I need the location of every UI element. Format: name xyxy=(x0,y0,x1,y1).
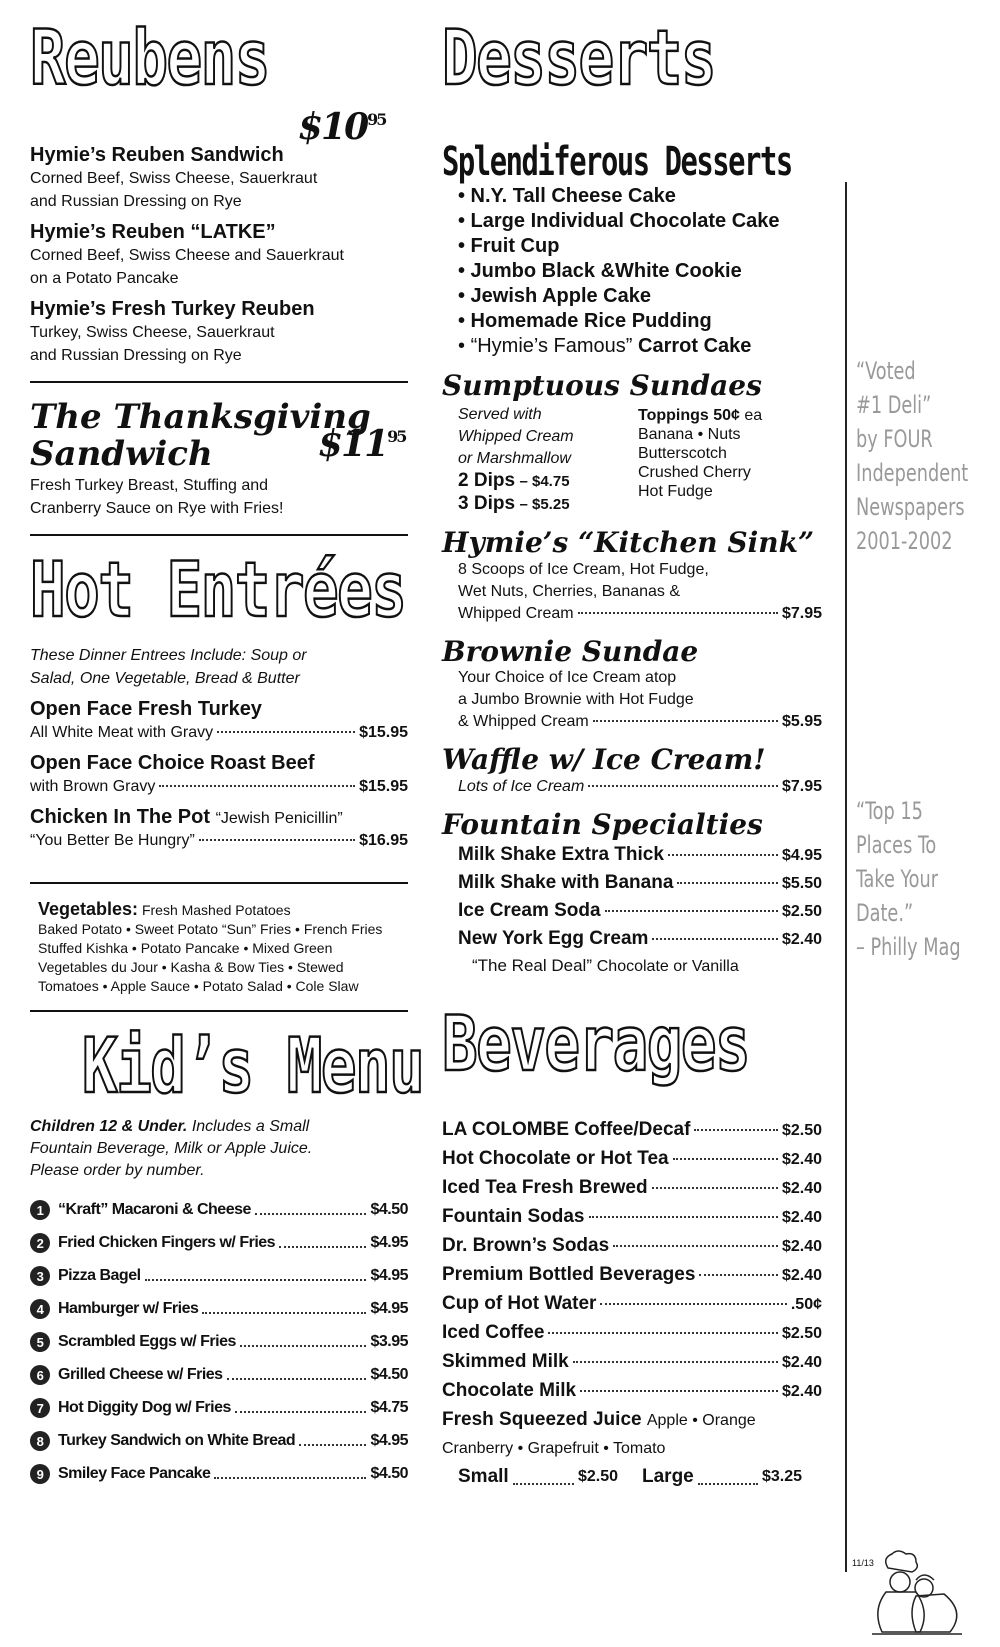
topping-item: Banana • Nuts xyxy=(638,425,741,443)
item-name: Iced Coffee xyxy=(442,1321,545,1343)
kids-menu-item xyxy=(30,1458,408,1491)
brownie-sundae-item: Your Choice of Ice Cream atop a Jumbo Brownie with Hot Fudge & Whipped Cream $5.95 xyxy=(458,669,822,731)
leader-dots xyxy=(613,1245,778,1247)
kids-menu-item xyxy=(30,1425,408,1458)
item-name: Dr. Brown’s Sodas xyxy=(442,1234,610,1256)
leader-dots xyxy=(652,1187,778,1189)
item-price: $2.40 xyxy=(781,1179,822,1197)
leader-dots xyxy=(677,882,778,884)
dessert-item: • Jewish Apple Cake xyxy=(458,285,651,307)
fountain-heading: Fountain Specialties xyxy=(442,808,763,842)
leader-dots xyxy=(145,1279,367,1281)
item-price: .50¢ xyxy=(790,1295,822,1313)
voted-best-deli-quote xyxy=(856,354,972,558)
item-number-badge: 9 xyxy=(30,1464,50,1484)
item-price: $2.40 xyxy=(781,1353,822,1371)
item-name: Turkey Sandwich on White Bread xyxy=(58,1432,296,1450)
beverage-item xyxy=(442,1174,822,1203)
kitchen-sink-heading: Hymie’s “Kitchen Sink” xyxy=(442,525,815,559)
item-name: Hamburger w/ Fries xyxy=(58,1300,199,1318)
vegetables-section: Vegetables: Fresh Mashed Potatoes Baked Potato • Sweet Potato “Sun” Fries • French Fries Stuffed Kishka • Potato Pancake • Mixed Green Vegetables du Jour • Kasha & Bow Ties • Stewed Tomatoes • Apple Sauce • Potato Salad • Cole Slaw xyxy=(38,898,383,994)
waffle-item: Lots of Ice Cream $7.95 xyxy=(458,778,822,796)
thanksgiving-section: The Thanksgiving Sandwich $\$11^{95}$ Fresh Turkey Breast, Stuffing and Cranberry Sauce on Rye with Fries! xyxy=(30,399,408,520)
splendiferous-heading: Splendiferous Desserts xyxy=(442,139,792,185)
item-name: Skimmed Milk xyxy=(442,1350,569,1372)
kids-menu-item xyxy=(30,1326,408,1359)
item-price: $2.40 xyxy=(781,1237,822,1255)
item-price: $4.95 xyxy=(370,1432,408,1450)
quote-line: Independent xyxy=(856,459,969,487)
beverage-item xyxy=(442,1319,822,1348)
item-price: $2.50 xyxy=(781,1324,822,1342)
item-name: Pizza Bagel xyxy=(58,1267,141,1285)
hot-entrees-heading: Hot Entrées xyxy=(30,544,406,634)
leader-dots xyxy=(548,1332,778,1334)
leader-dots xyxy=(573,1361,778,1363)
leader-dots xyxy=(279,1246,366,1248)
thanksgiving-price: $\$11^{95}$ xyxy=(318,423,406,465)
beverage-item xyxy=(442,1348,822,1377)
leader-dots xyxy=(299,1444,366,1446)
beverage-item xyxy=(442,1377,822,1406)
divider xyxy=(30,882,408,884)
item-number-badge: 3 xyxy=(30,1266,50,1286)
dessert-item: • N.Y. Tall Cheese Cake xyxy=(458,185,676,207)
beverage-item xyxy=(442,1116,822,1145)
leader-dots xyxy=(605,910,778,912)
item-price: $2.40 xyxy=(781,1382,822,1400)
kids-menu-item xyxy=(30,1293,408,1326)
item-price: $4.50 xyxy=(370,1465,408,1483)
leader-dots xyxy=(668,854,778,856)
topping-item: Butterscotch xyxy=(638,444,727,462)
beverages-list xyxy=(442,1116,822,1406)
quote-line: 2001-2002 xyxy=(856,527,953,555)
item-name: Grilled Cheese w/ Fries xyxy=(58,1366,223,1384)
beverage-item xyxy=(442,1261,822,1290)
item-number-badge: 4 xyxy=(30,1299,50,1319)
divider xyxy=(30,534,408,536)
leader-dots xyxy=(214,1477,366,1479)
item-price: $4.50 xyxy=(370,1366,408,1384)
quote-line: #1 Deli” xyxy=(856,391,932,419)
item-name: Fried Chicken Fingers w/ Fries xyxy=(58,1234,276,1252)
right-column xyxy=(848,180,998,964)
item-price: $4.95 xyxy=(370,1300,408,1318)
leader-dots xyxy=(255,1213,367,1215)
leader-dots xyxy=(240,1345,367,1347)
philly-mag-quote xyxy=(856,794,972,964)
beverage-item xyxy=(442,1232,822,1261)
item-name: Hot Diggity Dog w/ Fries xyxy=(58,1399,231,1417)
splendiferous-list xyxy=(442,184,822,334)
leader-dots xyxy=(227,1378,367,1380)
item-name: Milk Shake Extra Thick xyxy=(458,843,664,865)
leader-dots xyxy=(235,1411,367,1413)
leader-dots xyxy=(694,1129,778,1131)
item-name: Scrambled Eggs w/ Fries xyxy=(58,1333,236,1351)
reuben-item: Hymie’s Fresh Turkey Reuben Turkey, Swiss Cheese, Sauerkraut and Russian Dressing on Rye xyxy=(30,298,315,364)
reubens-section xyxy=(30,106,408,367)
sundaes-heading: Sumptuous Sundaes xyxy=(442,369,762,402)
left-column: Reubens $\$10^{95}$ Hymie’s Reuben Sandwich Corned Beef, Swiss Cheese, Sauerkraut and Russian Dressing on Rye Hymie’s Reuben “LATKE” Corned Beef, Swiss Cheese and Sauerkraut on a Potato Pancake Hymie’s Fresh Turkey Reuben Turkey, Swiss Cheese, Sauerkraut and Russian Dressing on Rye The Thanksgiving Sandwich $\$11^{95}$ Fresh Turkey Breast, Stuffing and Cranberry Sauce on Rye with Fries! Hot Entrées These Dinner Entrees Include: Soup or Salad, One Vegetable, Bread & Butter Open Face Fresh Turkey All White Meat with Gravy $15.95 Open Face Choice Roast Beef with Brown Gravy $15.95 Chicken In The Pot “Jewish Penicillin” “You Better Be Hungry” $16.95 Vegetables: Fresh Mashed Potatoes Baked Potato • Sweet Potato “Sun” Fries • French Fries Stuffed Kishka • Potato Pancake • Mixed Green Vegetables du Jour • Kasha & Bow Ties • Stewed Tomatoes • Apple Sauce • Potato Salad • Cole Slaw Kid’s Menu Children 12 & Under. Includes a Small Fountain Beverage, Milk or Apple Juice. Please order by number. 1 “Kraft” Macaroni & Cheese $4.50 2 Fried Chicken Fingers w/ Fries $4.95 3 Pizza Bagel $4.95 4 Hamburger w/ Fries $4.95 5 Scrambled Eggs w/ Fries $3.95 6 Grilled Cheese w/ Fries $4.50 7 Hot Diggity Dog w/ Fries $4.75 8 Turkey Sandwich on White Bread $4.95 9 Smiley Face Pancake $4.50 xyxy=(30,20,408,1491)
quote-line: Places To xyxy=(856,831,937,859)
item-price: $2.50 xyxy=(781,902,822,920)
item-number-badge: 2 xyxy=(30,1233,50,1253)
item-number-badge: 6 xyxy=(30,1365,50,1385)
item-number-badge: 8 xyxy=(30,1431,50,1451)
item-name: Smiley Face Pancake xyxy=(58,1465,211,1483)
kids-menu-item xyxy=(30,1227,408,1260)
dessert-item: • Large Individual Chocolate Cake xyxy=(458,210,780,232)
item-name: Chocolate Milk xyxy=(442,1379,577,1401)
quote-line: “Voted xyxy=(856,357,916,385)
desserts-heading: Desserts xyxy=(442,13,716,102)
item-name: New York Egg Cream xyxy=(458,927,649,949)
fountain-list xyxy=(442,841,822,953)
dessert-item: • Fruit Cup xyxy=(458,235,560,257)
item-price: $4.50 xyxy=(370,1201,408,1219)
item-price: $4.95 xyxy=(370,1234,408,1252)
entree-item: Open Face Choice Roast Beef with Brown Gravy $15.95 xyxy=(30,751,408,795)
thanksgiving-title: The Thanksgiving xyxy=(30,397,371,437)
kids-menu-heading: Kid’s Menu xyxy=(82,1020,424,1110)
kids-intro: Children 12 & Under. Includes a Small Fountain Beverage, Milk or Apple Juice. Please order by number. xyxy=(30,1117,313,1179)
middle-column: Desserts Splendiferous Desserts • N.Y. Tall Cheese Cake • Large Individual Chocolate Cake • Fruit Cup • Jumbo Black &White Cookie • Jewish Apple Cake • Homemade Rice Pudding • “Hymie’s Famous” Carrot Cake Sumptuous Sundaes Served with Whipped Cream or Marshmallow 2 Dips – $4.75 3 Dips – $5.25 Toppings 50¢ ea Banana • Nuts Butterscotch Crushed Cherry Hot Fudge Hymie’s “Kitchen Sink” 8 Scoops of Ice Cream, Hot Fudge, Wet Nuts, Cherries, Bananas & Whipped Cream $7.95 Brownie Sundae Your Choice of Ice Cream atop a Jumbo Brownie with Hot Fudge & Whipped Cream $5.95 Waffle w/ Ice Cream! Lots of Ice Cream $7.95 Fountain Specialties Milk Shake Extra Thick $4.95 Milk Shake with Banana $5.50 Ice Cream Soda $2.50 New York Egg Cream $2.40 “The Real Deal” Chocolate or Vanilla Beverages LA COLOMBE Coffee/Decaf $2.50 Hot Chocolate or Hot Tea $2.40 Iced Tea Fresh Brewed $2.40 Fountain Sodas $2.40 Dr. Brown’s Sodas $2.40 Premium Bottled Beverages $2.40 Cup of Hot Water .50¢ Iced Coffee $2.50 Skimmed Milk $2.40 Chocolate Milk $2.40 Fresh Squeezed Juice Apple • Orange Cranberry • Grapefruit • Tomato Small $2.50 Large $3.25 xyxy=(442,20,822,1491)
quote-line: “Top 15 xyxy=(856,797,923,825)
kids-menu-item xyxy=(30,1194,408,1227)
beverages-heading: Beverages xyxy=(442,998,750,1088)
reuben-item: Hymie’s Reuben “LATKE” Corned Beef, Swiss Cheese and Sauerkraut on a Potato Pancake xyxy=(30,221,344,287)
leader-dots xyxy=(699,1274,778,1276)
item-price: $4.95 xyxy=(370,1267,408,1285)
item-name: Hot Chocolate or Hot Tea xyxy=(442,1147,669,1169)
item-number-badge: 1 xyxy=(30,1200,50,1220)
sundaes-section: Served with Whipped Cream or Marshmallow 2 Dips – $4.75 3 Dips – $5.25 Toppings 50¢ ea Banana • Nuts Butterscotch Crushed Cherry Hot Fudge xyxy=(458,405,763,514)
brownie-sundae-heading: Brownie Sundae xyxy=(442,634,699,668)
beverage-item xyxy=(442,1145,822,1174)
item-name: Premium Bottled Beverages xyxy=(442,1263,696,1285)
juice-item: Fresh Squeezed Juice Apple • Orange xyxy=(442,1408,756,1430)
beverage-item xyxy=(442,1203,822,1232)
item-price: $2.40 xyxy=(781,1266,822,1284)
leader-dots xyxy=(202,1312,366,1314)
item-number-badge: 5 xyxy=(30,1332,50,1352)
egg-cream-note: “The Real Deal” Chocolate or Vanilla xyxy=(472,955,739,975)
kids-menu-item xyxy=(30,1359,408,1392)
reuben-item: Hymie’s Reuben Sandwich Corned Beef, Swiss Cheese, Sauerkraut and Russian Dressing on Rye xyxy=(30,144,318,210)
fountain-item xyxy=(458,869,822,897)
vertical-divider xyxy=(845,182,847,1572)
item-name: Iced Tea Fresh Brewed xyxy=(442,1176,648,1198)
quote-line: Newspapers xyxy=(856,493,965,521)
fountain-item xyxy=(458,925,822,953)
reubens-price: $\$10^{95}$ xyxy=(298,106,386,148)
dessert-item: • Homemade Rice Pudding xyxy=(458,310,712,332)
quote-line: by FOUR xyxy=(856,425,933,453)
item-name: “Kraft” Macaroni & Cheese xyxy=(58,1201,251,1219)
item-price: $2.40 xyxy=(781,1208,822,1226)
item-name: Cup of Hot Water xyxy=(442,1292,597,1314)
topping-item: Hot Fudge xyxy=(638,482,713,500)
divider xyxy=(30,1010,408,1012)
leader-dots xyxy=(580,1390,778,1392)
leader-dots xyxy=(652,938,778,940)
waffle-heading: Waffle w/ Ice Cream! xyxy=(442,743,766,777)
item-name: LA COLOMBE Coffee/Decaf xyxy=(442,1118,691,1140)
item-price: $5.50 xyxy=(781,874,822,892)
reubens-heading: Reubens xyxy=(30,13,269,102)
topping-item: Crushed Cherry xyxy=(638,463,751,481)
kids-menu-item xyxy=(30,1392,408,1425)
carrot-cake-item: • “Hymie’s Famous” Carrot Cake xyxy=(458,335,752,357)
item-price: $4.75 xyxy=(370,1399,408,1417)
leader-dots xyxy=(600,1303,786,1305)
quote-line: – Philly Mag xyxy=(856,933,961,961)
item-price: $2.50 xyxy=(781,1121,822,1139)
item-number-badge: 7 xyxy=(30,1398,50,1418)
item-price: $3.95 xyxy=(370,1333,408,1351)
item-price: $2.40 xyxy=(781,930,822,948)
item-name: Milk Shake with Banana xyxy=(458,871,674,893)
date-code: 11/13 xyxy=(852,1558,874,1568)
kids-list xyxy=(30,1194,408,1491)
leader-dots xyxy=(673,1158,778,1160)
chef-couple-illustration xyxy=(858,1550,968,1645)
quote-line: Take Your xyxy=(856,865,938,893)
beverage-item xyxy=(442,1290,822,1319)
divider xyxy=(30,381,408,383)
quote-line: Date.” xyxy=(856,899,914,927)
fountain-item xyxy=(458,841,822,869)
fountain-item xyxy=(458,897,822,925)
item-name: Ice Cream Soda xyxy=(458,899,601,921)
item-name: Fountain Sodas xyxy=(442,1205,585,1227)
dessert-item: • Jumbo Black &White Cookie xyxy=(458,260,742,282)
kitchen-sink-item: 8 Scoops of Ice Cream, Hot Fudge, Wet Nuts, Cherries, Bananas & Whipped Cream $7.95 xyxy=(458,560,822,622)
leader-dots xyxy=(589,1216,778,1218)
thanksgiving-title-2: Sandwich xyxy=(30,434,213,475)
juice-sizes: Small $2.50 Large $3.25 xyxy=(442,1463,822,1491)
entree-item: Open Face Fresh Turkey All White Meat with Gravy $15.95 xyxy=(30,697,408,741)
item-price: $2.40 xyxy=(781,1150,822,1168)
entree-item: Chicken In The Pot “Jewish Penicillin” “You Better Be Hungry” $16.95 xyxy=(30,805,408,849)
kids-menu-item xyxy=(30,1260,408,1293)
item-price: $4.95 xyxy=(781,846,822,864)
